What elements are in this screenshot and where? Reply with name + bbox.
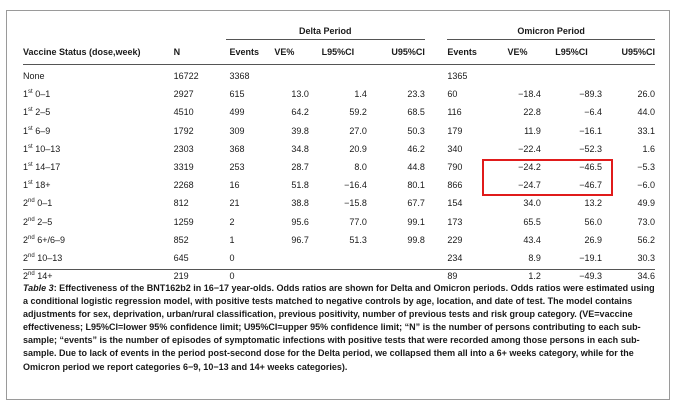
- cell-o-ve: 11.9: [524, 125, 541, 136]
- column-header-row: [23, 40, 655, 65]
- group-header-blank: [23, 23, 226, 40]
- cell-o-ve: 1.2: [528, 271, 541, 282]
- cell-o-u: 44.0: [637, 107, 655, 118]
- omicron-period-header: Omicron Period: [447, 23, 655, 40]
- dose-ordinal: st: [28, 162, 33, 169]
- cell-vaccine-status: [23, 213, 174, 231]
- cell-n: 16722: [173, 71, 199, 82]
- dose-ordinal: nd: [28, 198, 35, 205]
- cell-d-ve: 34.8: [291, 143, 309, 154]
- group-header-row: [23, 23, 655, 40]
- week-range: 6+/6–9: [37, 234, 65, 245]
- cell-d-u: 99.1: [407, 216, 425, 227]
- cell-o-ve: 65.5: [523, 216, 541, 227]
- cell-o-u: −6.0: [637, 180, 655, 191]
- cell-d-l: 8.0: [354, 162, 367, 173]
- cell-o-l: 26.9: [584, 234, 602, 245]
- cell-d-l: 59.2: [349, 107, 367, 118]
- cell-gap: [425, 65, 447, 86]
- dose-number: 2: [23, 216, 29, 227]
- table-bottom-rule: [23, 269, 655, 270]
- caption-label: Table 3: [23, 283, 54, 293]
- cell-d-ve: 64.2: [291, 107, 309, 118]
- cell-gap: [425, 213, 447, 231]
- cell-gap: [425, 176, 447, 194]
- cell-o-u: 34.6: [637, 271, 655, 282]
- cell-d-u: 80.1: [407, 180, 425, 191]
- cell-vaccine-status: [23, 65, 174, 86]
- cell-gap: [425, 231, 447, 249]
- cell-o-ve: −24.2: [518, 162, 541, 173]
- cell-d-l: −16.4: [344, 180, 367, 191]
- cell-o-u: 73.0: [637, 216, 655, 227]
- cell-gap: [425, 194, 447, 212]
- table-row: [23, 140, 655, 158]
- table-row: [23, 122, 655, 140]
- dose-ordinal: nd: [28, 271, 35, 278]
- cell-gap: [425, 103, 447, 121]
- week-range: 10–13: [37, 252, 63, 263]
- cell-o-ev: 229: [447, 234, 463, 245]
- table-row: [23, 194, 655, 212]
- cell-o-u: [602, 65, 655, 86]
- col-omicron-l95: L95%CI: [541, 40, 602, 65]
- cell-d-u: 50.3: [407, 125, 425, 136]
- cell-o-ve: 8.9: [528, 252, 541, 263]
- cell-n: 812: [173, 198, 189, 209]
- table-row: [23, 65, 655, 86]
- cell-o-ev: 179: [447, 125, 463, 136]
- cell-d-ev: 368: [229, 143, 245, 154]
- cell-d-l: 27.0: [349, 125, 367, 136]
- dose-ordinal: nd: [28, 234, 35, 241]
- dose-number: 1: [23, 180, 29, 191]
- cell-vaccine-status: [23, 158, 174, 176]
- week-range: 14+: [37, 271, 53, 282]
- cell-o-ve: 43.4: [523, 234, 541, 245]
- cell-gap: [425, 158, 447, 176]
- cell-o-ev: 866: [447, 180, 463, 191]
- cell-vaccine-status: [23, 249, 174, 267]
- cell-o-u: 26.0: [637, 89, 655, 100]
- cell-d-ev: 0: [229, 252, 235, 263]
- cell-gap: [425, 85, 447, 103]
- cell-o-l: 56.0: [584, 216, 602, 227]
- cell-o-l: −16.1: [579, 125, 602, 136]
- cell-d-l: 77.0: [349, 216, 367, 227]
- results-table: [23, 23, 655, 285]
- cell-o-ev: 89: [447, 271, 458, 282]
- table-row: [23, 249, 655, 267]
- col-omicron-u95: U95%CI: [602, 40, 655, 65]
- dose-number: 1: [23, 125, 29, 136]
- cell-d-ve: 28.7: [291, 162, 309, 173]
- cell-n: 2268: [173, 180, 194, 191]
- col-omicron-ve: VE%: [494, 40, 541, 65]
- cell-d-u: 67.7: [407, 198, 425, 209]
- dose-ordinal: st: [28, 143, 33, 150]
- cell-d-u: 46.2: [407, 143, 425, 154]
- cell-o-ev: 234: [447, 252, 463, 263]
- cell-d-ev: 499: [229, 107, 245, 118]
- cell-o-l: −46.5: [579, 162, 602, 173]
- caption-text: : Effectiveness of the BNT162b2 in 16−17 year-olds. Odds ratios are shown for Delta and Omicron periods. Odds ratios were estimated using a conditional logistic regression model, with positive tests matched to negative controls by age, location, and date of test. The model contains adjustments for sex, deprivation, urban/rural classification, previous positivity, number of previous tests and risk group category. (VE=vaccine effectiveness; L95%CI=lower 95% confidence limit; U95%CI=upper 95% confidence limit; “N” is the number of persons contributing to each sub-sample; “events” is the number of episodes of symptomatic infections with positive tests that were recorded among those persons in each sub-sample. Due to lack of events in the period post-second dose for the Delta period, we collapsed them all into a 6+ weeks category, while for the Omicron period we report categories 6−9, 10−13 and 14+ weeks categories).: [23, 283, 655, 372]
- table-row: [23, 85, 655, 103]
- figure-frame: [6, 10, 670, 400]
- dose-ordinal: st: [28, 107, 33, 114]
- cell-o-l: −52.3: [579, 143, 602, 154]
- dose-number: 2: [23, 198, 29, 209]
- col-omicron-events: Events: [447, 40, 494, 65]
- cell-vaccine-status: [23, 103, 174, 121]
- dose-number: 2: [23, 234, 29, 245]
- dose-number: 2: [23, 252, 29, 263]
- cell-n: 2303: [173, 143, 194, 154]
- table-caption: [23, 282, 659, 374]
- cell-d-ve: [274, 65, 309, 86]
- cell-o-ve: [494, 65, 541, 86]
- dose-ordinal: st: [28, 125, 33, 132]
- cell-d-ev: 21: [229, 198, 240, 209]
- col-n: N: [174, 40, 226, 65]
- table-row: [23, 103, 655, 121]
- col-gap: [425, 40, 447, 65]
- week-range: 6–9: [35, 125, 51, 136]
- delta-period-header: Delta Period: [226, 23, 425, 40]
- cell-d-ve: 51.8: [291, 180, 309, 191]
- cell-d-l: 1.4: [354, 89, 367, 100]
- week-range: 18+: [35, 180, 51, 191]
- cell-d-l: 20.9: [349, 143, 367, 154]
- cell-o-ve: −18.4: [518, 89, 541, 100]
- cell-d-u: [367, 65, 425, 86]
- cell-n: 1792: [173, 125, 194, 136]
- cell-vaccine-status: [23, 85, 174, 103]
- week-range: 2–5: [35, 107, 51, 118]
- dose-number: 1: [23, 143, 29, 154]
- cell-d-u: [367, 249, 425, 267]
- cell-o-l: −89.3: [579, 89, 602, 100]
- cell-d-ev: 3368: [229, 71, 250, 82]
- cell-o-l: −19.1: [579, 252, 602, 263]
- cell-o-l: [541, 65, 602, 86]
- cell-o-l: −6.4: [584, 107, 602, 118]
- cell-d-ev: 253: [229, 162, 245, 173]
- cell-o-ve: 22.8: [523, 107, 541, 118]
- cell-d-ev: 615: [229, 89, 245, 100]
- highlight-box: [482, 159, 613, 196]
- cell-o-u: −5.3: [637, 162, 655, 173]
- dose-ordinal: nd: [28, 216, 35, 223]
- dose-number: None: [23, 71, 45, 82]
- cell-d-ev: 16: [229, 180, 240, 191]
- col-delta-events: Events: [226, 40, 275, 65]
- cell-n: 2927: [173, 89, 194, 100]
- table-row: [23, 213, 655, 231]
- col-vaccine-status: Vaccine Status (dose,week): [23, 40, 174, 65]
- cell-d-ev: 2: [229, 216, 235, 227]
- cell-d-ve: 13.0: [291, 89, 309, 100]
- cell-d-u: 68.5: [407, 107, 425, 118]
- cell-o-u: 49.9: [637, 198, 655, 209]
- cell-o-ev: 790: [447, 162, 463, 173]
- cell-o-ve: 34.0: [523, 198, 541, 209]
- week-range: 2–5: [37, 216, 53, 227]
- dose-number: 2: [23, 271, 29, 282]
- cell-o-ve: −24.7: [518, 180, 541, 191]
- cell-d-ve: 39.8: [291, 125, 309, 136]
- cell-gap: [425, 140, 447, 158]
- cell-o-ev: 340: [447, 143, 463, 154]
- week-range: 0–1: [37, 198, 53, 209]
- cell-n: 852: [173, 234, 189, 245]
- cell-o-ev: 116: [447, 107, 462, 118]
- cell-o-l: −49.3: [579, 271, 602, 282]
- cell-d-u: 23.3: [407, 89, 425, 100]
- cell-d-ve: 96.7: [291, 234, 309, 245]
- cell-d-l: [309, 65, 367, 86]
- cell-o-u: 30.3: [637, 252, 655, 263]
- dose-number: 1: [23, 162, 29, 173]
- cell-n: 3319: [173, 162, 194, 173]
- cell-d-l: [309, 249, 367, 267]
- dose-ordinal: nd: [28, 252, 35, 259]
- cell-d-ev: 309: [229, 125, 245, 136]
- week-range: 0–1: [35, 89, 51, 100]
- cell-o-u: 33.1: [637, 125, 655, 136]
- week-range: 14–17: [35, 162, 61, 173]
- cell-o-ve: −22.4: [518, 143, 541, 154]
- dose-number: 1: [23, 89, 29, 100]
- cell-o-l: 13.2: [584, 198, 602, 209]
- cell-d-ev: 0: [229, 271, 235, 282]
- cell-d-u: 44.8: [407, 162, 425, 173]
- cell-o-ev: 154: [447, 198, 463, 209]
- cell-o-u: 1.6: [642, 143, 655, 154]
- week-range: 10–13: [35, 143, 61, 154]
- cell-vaccine-status: [23, 176, 174, 194]
- cell-o-l: −46.7: [579, 180, 602, 191]
- cell-n: 1259: [173, 216, 194, 227]
- cell-d-l: −15.8: [344, 198, 367, 209]
- cell-vaccine-status: [23, 140, 174, 158]
- cell-gap: [425, 249, 447, 267]
- cell-d-ve: 38.8: [291, 198, 309, 209]
- cell-n: 4510: [173, 107, 194, 118]
- cell-gap: [425, 122, 447, 140]
- col-delta-l95: L95%CI: [309, 40, 367, 65]
- cell-o-ev: 173: [447, 216, 463, 227]
- dose-number: 1: [23, 107, 29, 118]
- cell-vaccine-status: [23, 231, 174, 249]
- cell-d-ev: 1: [229, 234, 235, 245]
- cell-d-ve: 95.6: [291, 216, 309, 227]
- cell-d-ve: [274, 249, 309, 267]
- dose-ordinal: st: [28, 180, 33, 187]
- cell-n: 645: [173, 252, 189, 263]
- group-header-gap: [425, 23, 447, 40]
- cell-o-u: 56.2: [637, 234, 655, 245]
- cell-vaccine-status: [23, 122, 174, 140]
- cell-o-ev: 1365: [447, 71, 468, 82]
- cell-vaccine-status: [23, 194, 174, 212]
- cell-d-l: 51.3: [349, 234, 367, 245]
- dose-ordinal: st: [28, 89, 33, 96]
- cell-o-ev: 60: [447, 89, 458, 100]
- col-delta-u95: U95%CI: [367, 40, 425, 65]
- cell-d-u: 99.8: [407, 234, 425, 245]
- col-delta-ve: VE%: [274, 40, 309, 65]
- cell-n: 219: [173, 271, 189, 282]
- table-row: [23, 231, 655, 249]
